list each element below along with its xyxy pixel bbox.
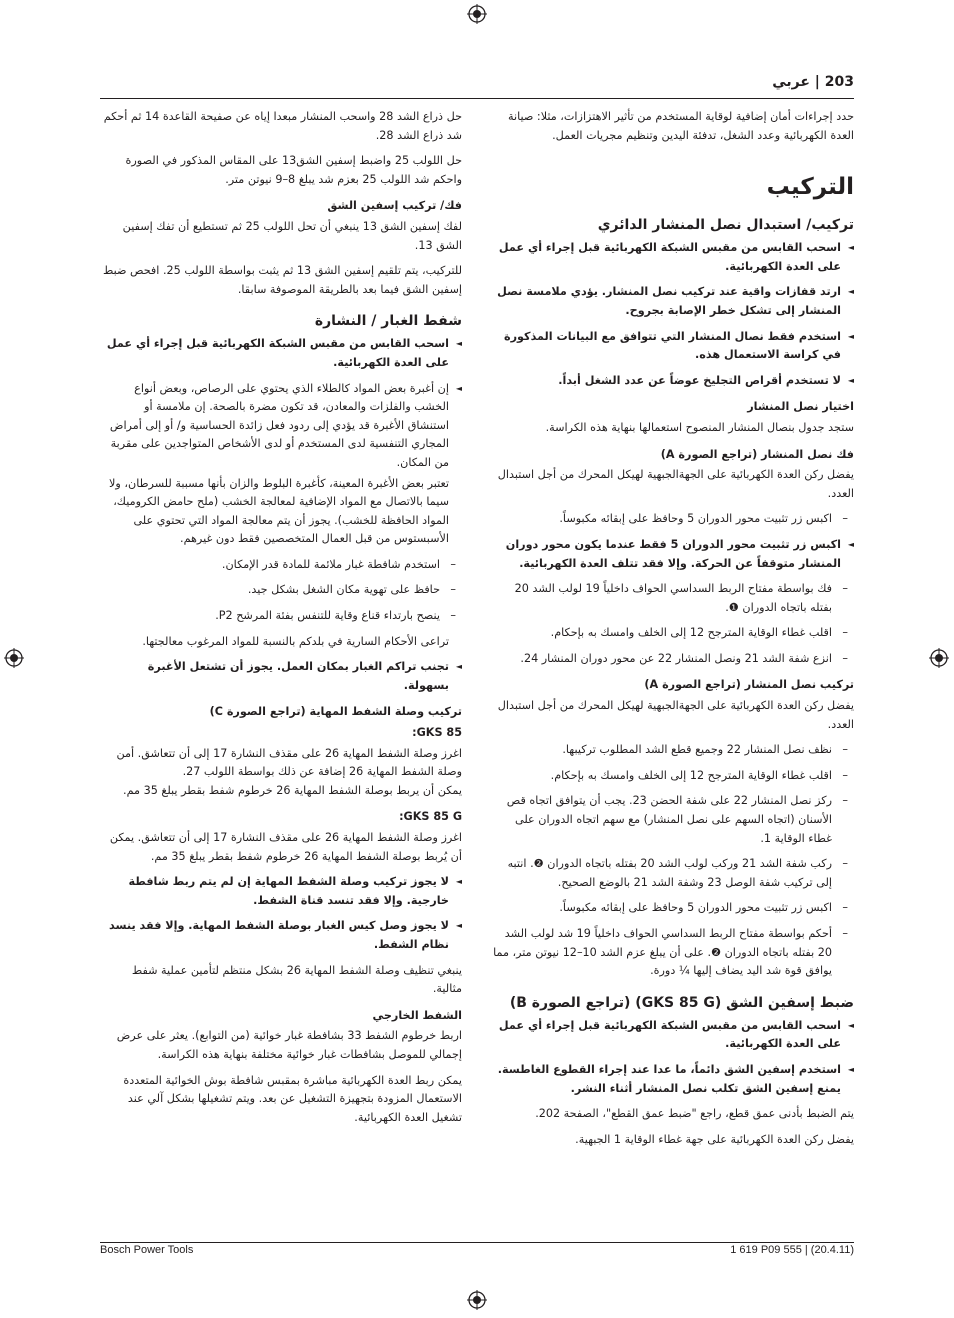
- paragraph: اغرز وصلة الشفط المهاية 26 على مقذف النشارة 17 إلى أن تتعاشق. يمكن أن يُربط بوصلة الشفط المهاية 26 خرطوم شفط بقطر يبلغ 35 مم.: [109, 831, 462, 863]
- footer-divider: [100, 1242, 854, 1243]
- warning-item: ◄ اسحب القابس من مقبس الشبكة الكهربائية قبل إجراء أي عمل على العدة الكهربائية.: [492, 239, 854, 276]
- paragraph: اربط خرطوم الشفط 33 بشافطة غبار خوائية (من التوابع). يعثر على عرض إجمالي للموصل بشافطات غبار خوائية مختلفة بنهاية هذه الكراسة.: [116, 1029, 462, 1061]
- intro-paragraph: حدد إجراءات أمان إضافية لوقاية المستخدم من تأثير الاهتزازات، مثلا: صيانة العدة الكهربائية وعدد الشغل، تدفئة اليدين وتنظيم مجريات العمل.: [507, 110, 854, 142]
- paragraph: تعتبر بعض الأغبرة المعينة، كأغبرة البلوط والزان بأنها مسببة للسرطان، ولا سيما بالاتصال مع المواد الإضافية لمعالجة الخشب (ملح حامض الكروميك، المواد الحافظة للخشب). يجوز أن يتم معالجة المواد التي تحتوي على الأسبستوس من قبل العمال المتخصصين فقط دون غيرهم.: [109, 476, 449, 546]
- list-item: – اكبس زر تثبيت محور الدوران 5 وحافظ على إبقائه مكبوساً.: [492, 510, 854, 529]
- remove-blade-intro: يفضل ركن العدة الكهربائية على الجهةالجبهية لهيكل المحرك من أجل استبدال العدد.: [497, 468, 854, 500]
- section-title-installation: التركيب: [766, 174, 854, 201]
- warning-item: ◄ اكبس زر تثبيت محور الدوران 5 فقط عندما يكون محور دوران المنشار متوقفاً عن الحركة. وإلا فقد تتلف العدة الكهربائية.: [492, 536, 854, 573]
- choose-blade-title: اختيار نصل المنشار: [747, 400, 854, 414]
- paragraph: يتم الضبط بأدنى عمق قطع، راجع "ضبط عمق القطع"، الصفحة 202.: [535, 1107, 854, 1121]
- riving-install-title: فك/ تركيب إسفين الشق: [327, 199, 462, 213]
- footer-brand: Bosch Power Tools: [100, 1244, 194, 1256]
- footer-code: 1 619 P09 555 | (20.4.11): [730, 1244, 854, 1256]
- list-item: – اكبس زر تثبيت محور الدوران 5 وحافظ على إبقائه مكبوساً.: [492, 899, 854, 918]
- list-item: – ينصح بارتداء قناع وقاية للتنفس بفئة المرشح P2.: [100, 607, 462, 626]
- adapter-title: تركيب وصلة الشفط المهاية (تراجع الصورة C): [209, 705, 462, 719]
- warning-item: ◄ لا تستخدم أقراص التجليخ عوضاً عن عدد الشغل أبداً.: [492, 372, 854, 391]
- paragraph: حل اللولب 25 واضبط إسفين الشق13 على المقاس المذكور في الصورة واحكم شد اللولب 25 بعزم شد يبلغ 8–9 نيوتن متر.: [125, 154, 462, 186]
- paragraph: تراعى الأحكام السارية في بلدكم بالنسبة للمواد المرغوب معالجتها.: [142, 634, 449, 648]
- install-blade-intro: يفضل ركن العدة الكهربائية على الجهةالجبهية لهيكل المحرك من أجل استبدال العدد.: [497, 699, 854, 731]
- warning-item: ◄ استخدم إسفين الشق دائماً، ما عدا عند إجراء القطوع الغاطسة. يمنع إسفين الشق تكلب نصل المنشار أثناء النشر.: [492, 1061, 854, 1098]
- list-item: – أحكم بواسطة مفتاح الربط السداسي الحواف داخلياً 19 شد لولب الشد 20 بفتله باتجاه الدوران ❷. على أن يبلغ عزم الشد 10–12 نيوتن متر، مما يوافق قوة شد اليد يضاف إليها ¼ دورة.: [492, 925, 854, 981]
- list-item: – انزع شفة الشد 21 ونصل المنشار 22 عن محور دوران المنشار 24.: [492, 650, 854, 669]
- list-item: – اقلب غطاء الوقاية المترجح 12 إلى الخلف وامسك به بإحكام.: [492, 767, 854, 786]
- warning-item: ◄ ارتد قفازات واقية عند تركيب نصل المنشار. يؤدي ملامسة نصل المنشار إلى تشكل خطر الإصابة بجروح.: [492, 283, 854, 320]
- registration-mark-icon: [929, 648, 949, 668]
- install-blade-title: تركيب نصل المنشار (تراجع الصورة A): [644, 678, 854, 692]
- choose-blade-text: ستجد جدول بنصال المنشار المنصوح استعمالها بنهاية هذه الكراسة.: [545, 420, 854, 434]
- warning-item: ◄ لا يجوز وصل كيس الغبار بوصلة الشفط المهاية. وإلا فقد ينسد نظام الشفط.: [100, 917, 462, 954]
- model-label-gks85g: GKS 85 G:: [399, 810, 462, 824]
- registration-mark-icon: [467, 4, 487, 24]
- page-number: 203 | عربي: [772, 74, 854, 90]
- list-item: – استخدم شافطة غبار ملائمة للمادة قدر الإمكان.: [100, 556, 462, 575]
- header-divider: [100, 98, 854, 99]
- paragraph: يمكن ربط العدة الكهربائية مباشرة بمقبس شافطة بوش الخوائية المتعددة الاستعمال المزودة بتجهيزة التشغيل عن بعد. ويتم تشغيلها بشكل آلي عند تشغيل العدة الكهربائية.: [123, 1073, 462, 1124]
- remove-blade-title: فك نصل المنشار (تراجع الصورة A): [660, 447, 854, 461]
- blade-section-title: تركيب/ استبدال نصل المنشار الدائري: [597, 217, 854, 234]
- external-extraction-title: الشفط الخارجي: [372, 1008, 462, 1022]
- warning-item: ◄ لا يجوز تركيب وصلة الشفط المهاية إن لم يتم ربط شافطة خارجية. وإلا فقد تنسد قناة الشفط.: [100, 873, 462, 910]
- warning-item: ◄ اسحب القابس من مقبس الشبكة الكهربائية قبل إجراء أي عمل على العدة الكهربائية.: [100, 335, 462, 372]
- page-header: [100, 74, 854, 98]
- paragraph: يفضل ركن العدة الكهربائية على جهة غطاء الوقاية 1 الجبهية.: [575, 1132, 854, 1146]
- paragraph: حل ذراع الشد 28 واسحب المنشار مبعدا إياه عن صفيحة القاعدة 14 ثم أحكم شد ذراع الشد 28.: [103, 110, 462, 142]
- list-item: – فك بواسطة مفتاح الربط السداسي الحواف داخلياً 19 لولب الشد 20 بفتله باتجاه الدوران ❶.: [492, 580, 854, 617]
- warning-item: ◄ اسحب القابس من مقبس الشبكة الكهربائية قبل إجراء أي عمل على العدة الكهربائية.: [492, 1017, 854, 1054]
- warning-item: ◄ تجنب تراكم الغبار بمكان العمل. يجوز أن تشتعل الأغبرة بسهولة.: [100, 658, 462, 695]
- paragraph: ينبغي تنظيف وصلة الشفط المهاية 26 بشكل منتظم لتأمين عملية شفط مثالية.: [131, 963, 462, 996]
- list-item: – حافظ على تهوية مكان الشغل بشكل جيد.: [100, 581, 462, 600]
- riving-knife-section-title: ضبط إسفين الشق (GKS 85 G) (تراجع الصورة B): [509, 994, 854, 1011]
- registration-mark-icon: [4, 648, 24, 668]
- warning-item: ◄ إن أغبرة بعض المواد كالطلاء الذي يحتوي على الرصاص، وبعض أنواع الخشب والفلزات والمعادن، قد تكون مضرة بالصحة. إن ملامسة أو استنشاق الأغبرة قد يؤدي إلى ردود فعل زائدة الحساسية و/ أو إلى أمراض المجاري التنفسية لدى المستخدم أو لدى الأشخاص المتواجدين على مقربة من المكان.: [100, 380, 462, 473]
- list-item: – ركز نصل المنشار 22 على شفة الحضن 23. يجب أن يتوافق اتجاه قص الأسنان (اتجاه السهم على نصل المنشار) مع سهم اتجاه الدوران على غطاء الوقاية 1.: [492, 792, 854, 848]
- right-column: [492, 108, 854, 1156]
- warning-item: ◄ استخدم فقط نصال المنشار التي تتوافق مع البيانات المذكورة في كراسة الاستعمال هذه.: [492, 328, 854, 365]
- left-column: [100, 108, 462, 1134]
- paragraph: للتركيب، يتم تلقيم إسفين الشق 13 ثم يثبت بواسطة اللولب 25. افحص ضبط إسفين الشق فيما بعد بالطريقة الموصوفة سابقا.: [102, 264, 462, 296]
- dust-extraction-title: شفط الغبار / النشارة: [314, 313, 462, 330]
- paragraph: يمكن أن يربط بوصلة الشفط المهاية 26 خرطوم شفط بقطر يبلغ 35 مم.: [123, 783, 462, 797]
- paragraph: لفك إسفين الشق 13 ينبغي أن تحل اللولب 25 ثم تستطيع أن تفك إسفين الشق 13.: [122, 219, 462, 252]
- model-label-gks85: GKS 85:: [412, 726, 462, 740]
- list-item: – اقلب غطاء الوقاية المترجح 12 إلى الخلف وامسك به بإحكام.: [492, 624, 854, 643]
- list-item: – ركب شفة الشد 21 وركب لولب الشد 20 بفتله باتجاه الدوران ❷. انتبه إلى تركيب شفة الوصل 23 وشفة الشد 21 بالوضع الصحيح.: [492, 855, 854, 892]
- list-item: – نظف نصل المنشار 22 وجميع قطع الشد المطلوب تركيبها.: [492, 741, 854, 760]
- registration-mark-icon: [467, 1290, 487, 1310]
- paragraph: اغرز وصلة الشفط المهاية 26 على مقذف النشارة 17 إلى أن تتعاشق. أمن وصلة الشفط المهاية 26 إضافة عن ذلك بواسطة اللولب 27.: [116, 746, 462, 779]
